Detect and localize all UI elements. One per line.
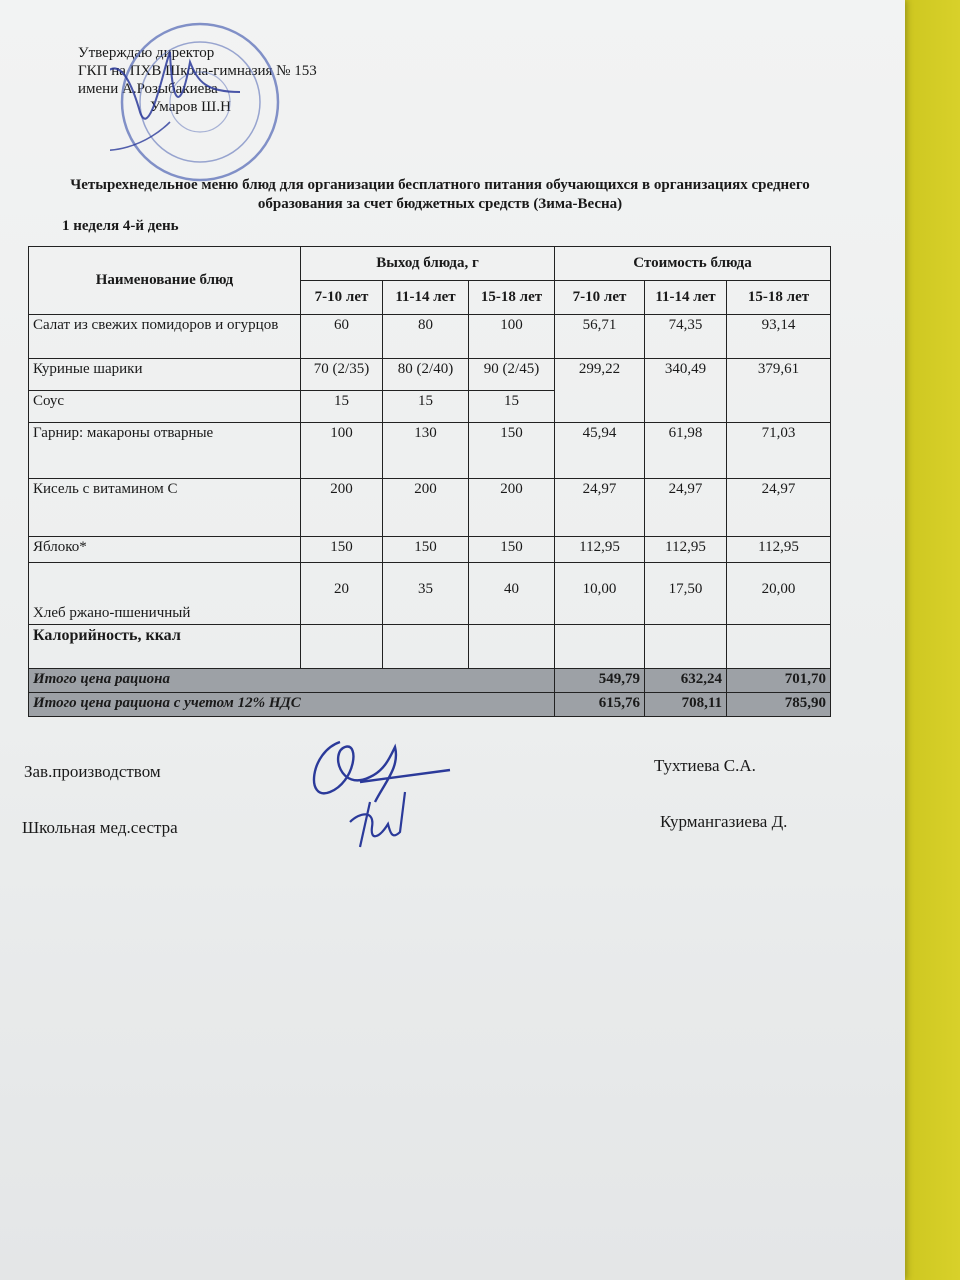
production-head-title: Зав.производством bbox=[24, 762, 161, 781]
yield-cell: 150 bbox=[469, 537, 555, 563]
dish-name: Салат из свежих помидоров и огурцов bbox=[29, 315, 301, 359]
header-cost: Стоимость блюда bbox=[555, 247, 831, 281]
yield-cell: 40 bbox=[469, 563, 555, 625]
yield-cell: 150 bbox=[383, 537, 469, 563]
cost-cell: 379,61 bbox=[727, 359, 831, 423]
cost-cell: 112,95 bbox=[555, 537, 645, 563]
handwritten-signature-icon bbox=[300, 732, 460, 862]
menu-table bbox=[28, 246, 831, 717]
cost-cell: 71,03 bbox=[727, 423, 831, 479]
total-row bbox=[29, 669, 831, 693]
dish-name: Кисель с витамином С bbox=[29, 479, 301, 537]
total-vat-value: 708,11 bbox=[645, 693, 727, 717]
dish-name: Гарнир: макароны отварные bbox=[29, 423, 301, 479]
yield-cell: 150 bbox=[469, 423, 555, 479]
total-vat-value: 615,76 bbox=[555, 693, 645, 717]
document-subtitle: 1 неделя 4-й день bbox=[62, 218, 179, 234]
empty-cell bbox=[645, 625, 727, 669]
approval-line-2: ГКП на ПХВ Школа-гимназия № 153 bbox=[78, 63, 317, 79]
round-stamp-icon bbox=[110, 22, 280, 192]
cost-cell: 10,00 bbox=[555, 563, 645, 625]
school-nurse-name: Курмангазиева Д. bbox=[660, 812, 788, 831]
cost-cell: 17,50 bbox=[645, 563, 727, 625]
table-row bbox=[29, 315, 831, 359]
yield-cell: 150 bbox=[301, 537, 383, 563]
cost-cell: 24,97 bbox=[555, 479, 645, 537]
yield-cell: 90 (2/45) bbox=[469, 359, 555, 391]
yield-cell: 130 bbox=[383, 423, 469, 479]
approval-line-1: Утверждаю директор bbox=[78, 45, 215, 61]
cost-cell: 56,71 bbox=[555, 315, 645, 359]
empty-cell bbox=[727, 625, 831, 669]
dish-name: Хлеб ржано-пшеничный bbox=[29, 563, 301, 625]
yield-cell: 15 bbox=[469, 391, 555, 423]
cost-cell: 74,35 bbox=[645, 315, 727, 359]
empty-cell bbox=[301, 625, 383, 669]
header-cost-age-3: 15-18 лет bbox=[727, 281, 831, 315]
total-vat-row bbox=[29, 693, 831, 717]
total-vat-value: 785,90 bbox=[727, 693, 831, 717]
calories-label: Калорийность, ккал bbox=[29, 625, 301, 669]
cost-cell: 299,22 bbox=[555, 359, 645, 423]
header-cost-age-2: 11-14 лет bbox=[645, 281, 727, 315]
yield-cell: 100 bbox=[469, 315, 555, 359]
yield-cell: 15 bbox=[383, 391, 469, 423]
header-cost-age-1: 7-10 лет bbox=[555, 281, 645, 315]
table-row bbox=[29, 537, 831, 563]
cost-cell: 112,95 bbox=[727, 537, 831, 563]
yield-cell: 100 bbox=[301, 423, 383, 479]
school-nurse-title: Школьная мед.сестра bbox=[22, 818, 178, 837]
total-vat-label: Итого цена рациона с учетом 12% НДС bbox=[29, 693, 555, 717]
yield-cell: 200 bbox=[469, 479, 555, 537]
empty-cell bbox=[555, 625, 645, 669]
header-yield-age-1: 7-10 лет bbox=[301, 281, 383, 315]
table-row bbox=[29, 359, 831, 391]
table-row bbox=[29, 563, 831, 625]
empty-cell bbox=[469, 625, 555, 669]
yield-cell: 80 bbox=[383, 315, 469, 359]
calories-row bbox=[29, 625, 831, 669]
cost-cell: 340,49 bbox=[645, 359, 727, 423]
yield-cell: 60 bbox=[301, 315, 383, 359]
yield-cell: 35 bbox=[383, 563, 469, 625]
total-value: 632,24 bbox=[645, 669, 727, 693]
yield-cell: 20 bbox=[301, 563, 383, 625]
yield-cell: 200 bbox=[383, 479, 469, 537]
total-label: Итого цена рациона bbox=[29, 669, 555, 693]
cost-cell: 24,97 bbox=[645, 479, 727, 537]
header-yield-age-3: 15-18 лет bbox=[469, 281, 555, 315]
cost-cell: 112,95 bbox=[645, 537, 727, 563]
total-value: 701,70 bbox=[727, 669, 831, 693]
dish-name: Яблоко* bbox=[29, 537, 301, 563]
cost-cell: 20,00 bbox=[727, 563, 831, 625]
dish-name: Соус bbox=[29, 391, 301, 423]
document-title: Четырехнедельное меню блюд для организации бесплатного питания обучающихся в организациях среднего образования за счет бюджетных средств (Зима-Весна) bbox=[70, 177, 810, 212]
cost-cell: 93,14 bbox=[727, 315, 831, 359]
yield-cell: 200 bbox=[301, 479, 383, 537]
header-yield-age-2: 11-14 лет bbox=[383, 281, 469, 315]
yield-cell: 70 (2/35) bbox=[301, 359, 383, 391]
production-head-name: Тухтиева С.А. bbox=[654, 756, 756, 775]
cost-cell: 45,94 bbox=[555, 423, 645, 479]
total-value: 549,79 bbox=[555, 669, 645, 693]
cost-cell: 61,98 bbox=[645, 423, 727, 479]
cost-cell: 24,97 bbox=[727, 479, 831, 537]
empty-cell bbox=[383, 625, 469, 669]
table-row bbox=[29, 479, 831, 537]
table-row bbox=[29, 423, 831, 479]
approval-line-3: имени А.Розыбакиева bbox=[78, 81, 218, 97]
approval-line-4: Умаров Ш.Н bbox=[150, 99, 231, 115]
header-yield: Выход блюда, г bbox=[301, 247, 555, 281]
dish-name: Куриные шарики bbox=[29, 359, 301, 391]
yield-cell: 15 bbox=[301, 391, 383, 423]
header-dish-name: Наименование блюд bbox=[29, 247, 301, 315]
yield-cell: 80 (2/40) bbox=[383, 359, 469, 391]
